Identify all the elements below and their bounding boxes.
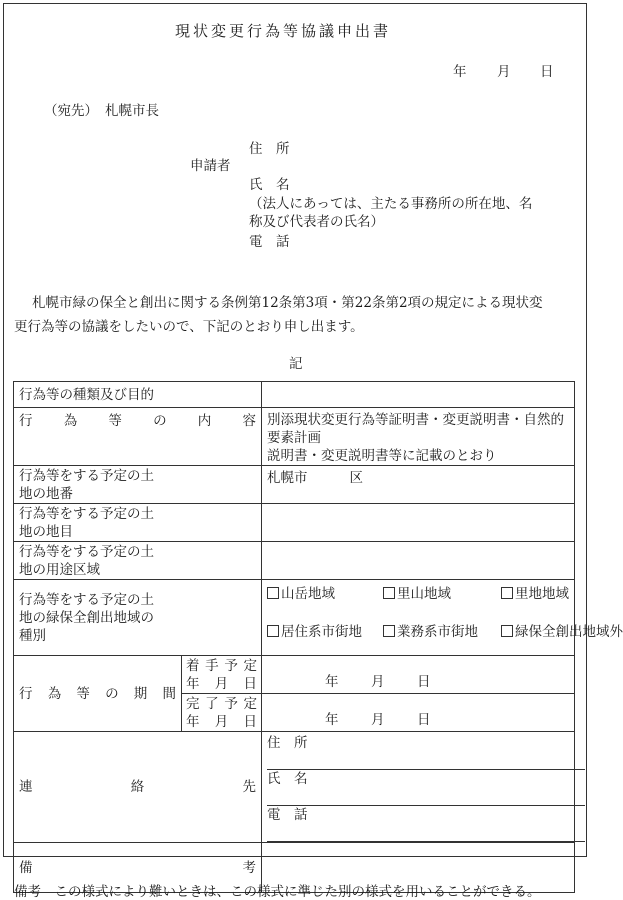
type-purpose-label: 行為等の種類及び目的 [14,382,262,408]
end-date-field[interactable]: 年 月 日 [262,694,575,732]
start-date-field[interactable]: 年 月 日 [262,656,575,694]
applicant-note-line2: 称及び代表者の氏名） [249,214,384,230]
body-text-line1: 札幌市緑の保全と創出に関する条例第12条第3項・第22条第2項の規定による現状変 [32,295,543,311]
row-type-purpose [14,382,575,408]
contact-fields [262,732,575,843]
contact-phone-field[interactable]: 電 話 [267,806,569,842]
type-purpose-field[interactable] [262,382,575,408]
row-lot-number [14,466,575,504]
footnote: 備考 この様式により難いときは、この様式に準じた別の様式を用いることができる。 [14,884,541,900]
land-category-label: 行為等をする予定の土 地の地目 [14,504,262,542]
option-outside[interactable]: 緑保全創出地域外 [501,623,623,641]
remarks-label: 備考 [14,843,262,893]
date-month: 月 [497,64,511,80]
land-category-field[interactable] [262,504,575,542]
end-date-label: 完了予定 年月日 [182,694,262,732]
body-text-line2: 更行為等の協議をしたいので、下記のとおり申し出ます。 [14,319,364,335]
contact-address-field[interactable]: 住 所 [267,734,569,770]
green-area-options [262,580,623,656]
contact-name-field[interactable]: 氏 名 [267,770,569,806]
row-period-start [14,656,575,694]
lot-number-field[interactable] [262,466,575,504]
option-satochi[interactable]: 里地地域 [501,585,569,603]
option-satoyama[interactable]: 里山地域 [383,585,451,603]
applicant-label: 申請者 [190,158,231,174]
ki-heading: 記 [289,356,303,372]
checkbox-icon [383,625,395,637]
option-residential[interactable]: 居住系市街地 [267,623,362,641]
checkbox-icon [501,587,513,599]
checkbox-icon [383,587,395,599]
start-date-label: 着手予定 年月日 [182,656,262,694]
option-mountain[interactable]: 山岳地域 [267,585,335,603]
checkbox-icon [267,587,279,599]
row-green-area [14,580,575,656]
option-business[interactable]: 業務系市街地 [383,623,478,641]
row-zoning [14,542,575,580]
lot-city: 札幌市 [267,470,308,486]
applicant-address-label: 住 所 [249,141,290,157]
details-table [13,381,623,893]
row-contact [14,732,575,843]
addressee-name: 札幌市長 [105,103,159,119]
green-area-label: 行為等をする予定の土 地の緑保全創出地域の 種別 [14,580,262,656]
addressee-prefix: （宛先） [44,103,98,119]
contact-label: 連絡先 [14,732,262,843]
zoning-field[interactable] [262,542,575,580]
lot-number-label: 行為等をする予定の土 地の地番 [14,466,262,504]
content-value: 別添現状変更行為等証明書・変更説明書・自然的要素計画 説明書・変更説明書等に記載のとおり [262,408,575,466]
lot-ward: 区 [349,470,363,486]
date-day: 日 [540,64,554,80]
row-land-category [14,504,575,542]
checkbox-icon [267,625,279,637]
zoning-label: 行為等をする予定の土 地の用途区域 [14,542,262,580]
applicant-name-label: 氏 名 [249,177,290,193]
applicant-phone-label: 電 話 [249,234,290,250]
row-content [14,408,575,466]
form-title: 現状変更行為等協議申出書 [175,22,392,40]
applicant-note-line1: （法人にあっては、主たる事務所の所在地、名 [249,196,533,212]
date-year: 年 [453,64,467,80]
checkbox-icon [501,625,513,637]
content-label: 行為等の内容 [14,408,262,466]
period-label: 行為等の期間 [14,656,182,732]
